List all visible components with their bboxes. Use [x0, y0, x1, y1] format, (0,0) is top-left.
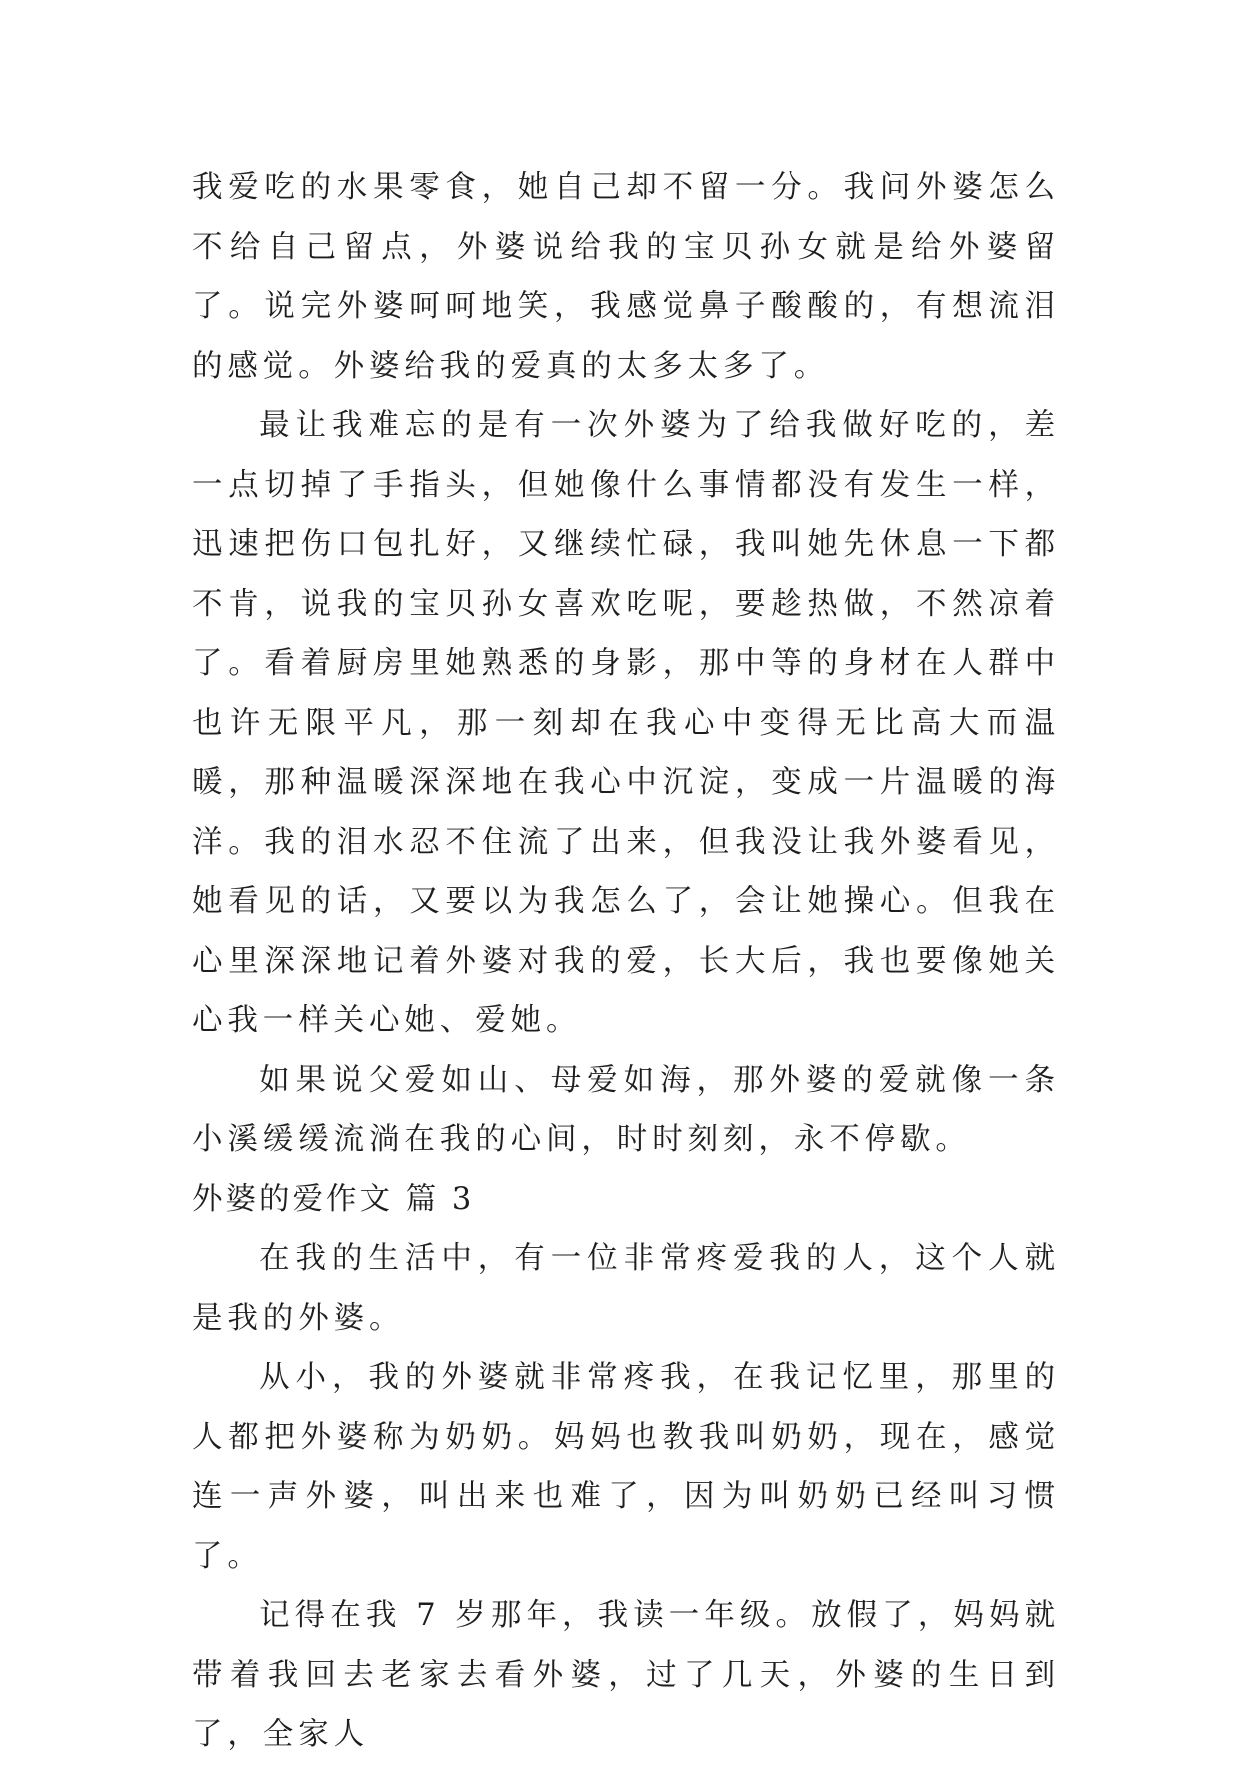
document-page	[192, 158, 1060, 1765]
paragraph-childhood: 从小，我的外婆就非常疼我，在我记忆里，那里的人都把外婆称为奶奶。妈妈也教我叫奶奶，现在，感觉连一声外婆，叫出来也难了，因为叫奶奶已经叫习惯了。	[192, 1360, 1060, 1574]
section-heading: 外婆的爱作文 篇 3	[192, 1181, 475, 1217]
paragraph-stream-metaphor: 如果说父爱如山、母爱如海，那外婆的爱就像一条小溪缓缓流淌在我的心间，时时刻刻，永不停歇。	[192, 1062, 1060, 1157]
paragraph-cut-finger: 最让我难忘的是有一次外婆为了给我做好吃的，差一点切掉了手指头，但她像什么事情都没有发生一样，迅速把伤口包扎好，又继续忙碌，我叫她先休息一下都不肯，说我的宝贝孙女喜欢吃呢，要趁热做，不然凉着了。看着厨房里她熟悉的身影，那中等的身材在人群中也许无限平凡，那一刻却在我心中变得无比高大而温暖，那种温暖深深地在我心中沉淀，变成一片温暖的海洋。我的泪水忍不住流了出来，但我没让我外婆看见，她看见的话，又要以为我怎么了，会让她操心。但我在心里深深地记着外婆对我的爱，长大后，我也要像她关心我一样关心她、爱她。	[192, 408, 1060, 1038]
paragraph-intro: 在我的生活中，有一位非常疼爱我的人，这个人就是我的外婆。	[192, 1241, 1060, 1336]
paragraph-age-seven: 记得在我 7 岁那年，我读一年级。放假了，妈妈就带着我回去老家去看外婆，过了几天，外婆的生日到了，全家人	[192, 1598, 1060, 1752]
paragraph-continued: 我爱吃的水果零食，她自己却不留一分。我问外婆怎么不给自己留点，外婆说给我的宝贝孙女就是给外婆留了。说完外婆呵呵地笑，我感觉鼻子酸酸的，有想流泪的感觉。外婆给我的爱真的太多太多了。	[192, 170, 1060, 384]
